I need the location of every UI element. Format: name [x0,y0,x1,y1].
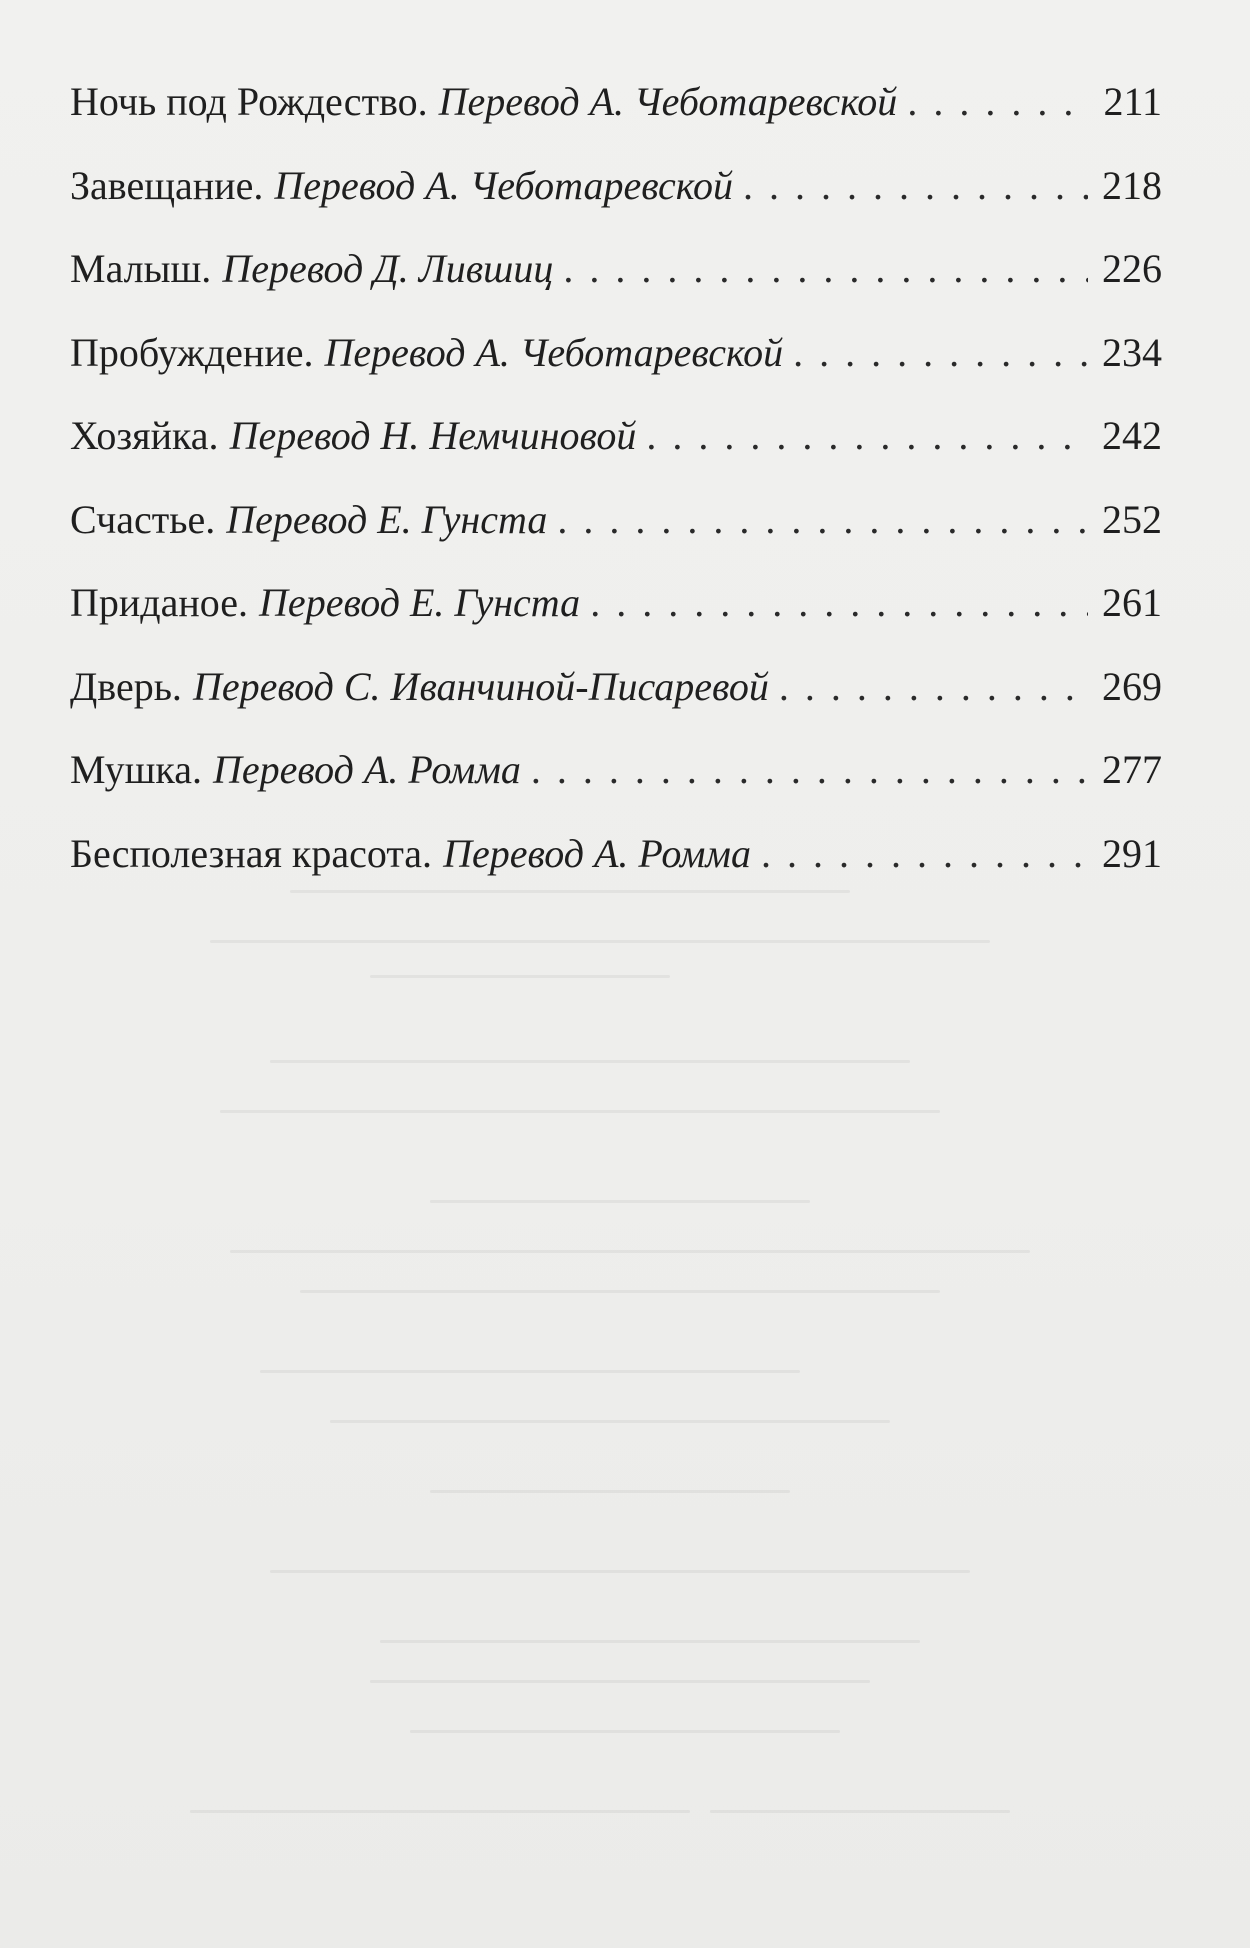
dot-leader [590,579,1088,626]
dot-leader [557,496,1088,543]
page-number: 242 [1102,413,1162,458]
toc-entry [70,245,1162,329]
page-number: 269 [1102,663,1162,709]
story-title: Хозяйка. [70,413,219,458]
translator-credit: Перевод А. Ромма [443,830,751,876]
page-number: 211 [1103,79,1162,124]
toc-entry [70,579,1162,663]
story-title: Пробуждение. [70,329,314,375]
toc-entry [70,162,1162,246]
page-number: 218 [1102,162,1162,208]
story-title: Счастье. [70,496,216,542]
page-number: 277 [1102,747,1162,792]
toc-entry [70,329,1162,413]
show-through-text [150,880,1070,1920]
translator-credit: Перевод Д. Лившиц [222,246,554,291]
translator-credit: Перевод С. Иванчиной-Писаревой [192,663,769,709]
page-number: 252 [1102,496,1162,542]
toc-entry [70,496,1162,580]
page-number: 261 [1102,580,1162,625]
story-title: Мушка. [70,747,202,792]
dot-leader [761,830,1088,877]
toc-entry [70,663,1162,747]
toc-entry [70,746,1162,830]
page-number: 234 [1102,329,1162,375]
dot-leader [779,663,1088,710]
dot-leader [907,78,1088,125]
dot-leader [531,746,1088,793]
translator-credit: Перевод А. Чеботаревской [324,329,784,375]
translator-credit: Перевод Е. Гунста [259,580,581,625]
table-of-contents [70,78,1162,913]
story-title: Ночь под Рождество. [70,79,428,124]
dot-leader [793,329,1088,376]
story-title: Бесполезная красота. [70,830,433,876]
translator-credit: Перевод А. Ромма [212,747,521,792]
translator-credit: Перевод Н. Немчиновой [229,413,637,458]
story-title: Завещание. [70,162,264,208]
story-title: Малыш. [70,246,212,291]
toc-entry [70,78,1162,162]
page-number: 226 [1102,246,1162,291]
toc-entry [70,412,1162,496]
translator-credit: Перевод А. Чеботаревской [438,79,898,124]
dot-leader [563,245,1088,292]
translator-credit: Перевод Е. Гунста [226,496,548,542]
story-title: Приданое. [70,580,249,625]
dot-leader [743,162,1088,209]
toc-entry [70,830,1162,914]
dot-leader [646,412,1088,459]
translator-credit: Перевод А. Чеботаревской [274,162,733,208]
story-title: Дверь. [70,663,182,709]
page-number: 291 [1102,830,1162,876]
